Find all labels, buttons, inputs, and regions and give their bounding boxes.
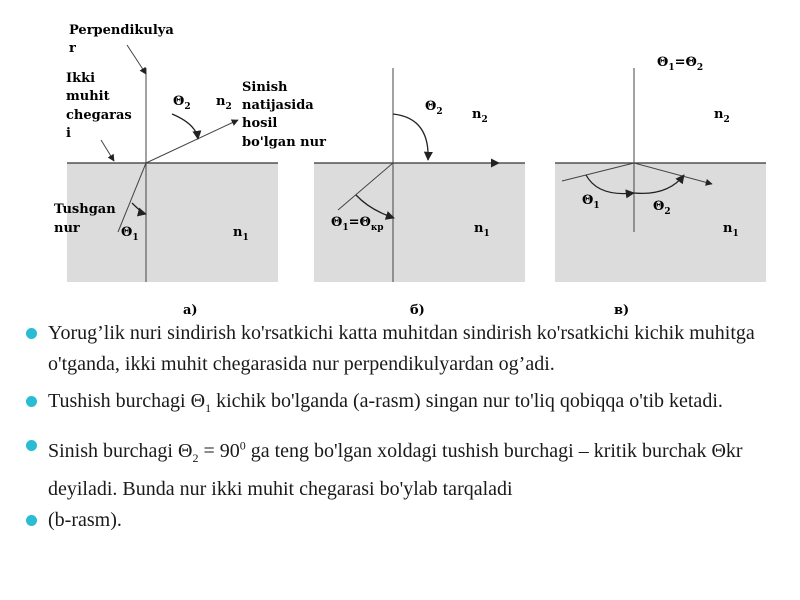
bullet-list [24,318,784,536]
boundary-pointer-a [101,140,114,161]
incident-label-line1: Tushgan [54,202,116,217]
n1-label-a: $n_1$ [233,225,249,243]
perpendicular-label-line2: r [69,41,76,56]
bullet-item-1 [24,318,784,380]
caption-b: б) [410,303,425,318]
bullet-dot-icon [26,328,37,339]
refracted-label-line3: hosil [242,116,278,131]
theta2-label-c: $\Theta_2$ [653,199,671,217]
bullet-item-2 [24,386,784,424]
perp-pointer-a [127,45,146,74]
boundary-label-line1: Ikki [66,71,96,86]
bullet-text-1: Yorug’lik nuri sindirish ko'rsatkichi katta muhitdan sindirish ko'rsatkichi kichik muhitga o'tganda, ikki muhit chegarasida nur perpendikulyardan og’adi. [48,322,755,375]
theta2-arc-b [393,114,428,160]
panel-a [54,23,326,318]
perpendicular-label-line1: Perpendikulya [69,23,174,38]
bullet-text-3: Sinish burchagi $\Theta_2 = 90^0$ ga teng bo'lgan xoldagi tushish burchagi – kritik burchak Θkr deyiladi. Bunda nur ikki muhit chegarasi bo'ylab tarqaladi [48,438,743,500]
bullet-item-3 [24,430,784,505]
critical-angle-label-b: $\Theta_1=\Theta_{кр}$ [331,215,384,233]
denser-medium-c [555,163,766,282]
bullet-dot-icon [26,515,37,526]
bullet-text-4: (b-rasm). [48,508,122,531]
n1-label-c: $n_1$ [723,221,739,239]
bullet-text-2: Tushish burchagi $\Theta_1$ kichik bo'lganda (a-rasm) singan nur to'liq qobiqqa o'tib ketadi. [48,390,723,415]
refracted-label-line2: natijasida [242,98,314,113]
n2-label-b: $n_2$ [472,107,488,125]
n2-label-a: $n_2$ [216,94,232,112]
theta1-label-c: $\Theta_1$ [582,193,600,211]
theta-equal-label-c: $\Theta_1=\Theta_2$ [657,55,704,73]
bullet-dot-icon [26,396,37,407]
theta2-label-a: $\Theta_2$ [173,94,191,112]
theta2-label-b: $\Theta_2$ [425,99,443,117]
boundary-label-line2: muhit [66,89,110,104]
bullet-item-4 [24,505,784,536]
boundary-label-line3: chegaras [66,108,132,123]
refracted-label-line4: bo'lgan nur [242,135,326,150]
caption-a: а) [183,303,198,318]
n2-label-c: $n_2$ [714,107,730,125]
denser-medium-a [67,163,278,282]
theta1-label-a: $\Theta_1$ [121,225,139,243]
panel-c [555,55,766,318]
bullet-dot-icon [26,440,37,451]
panel-b [314,68,525,318]
refracted-label-line1: Sinish [242,80,288,95]
boundary-label-line4: i [66,126,71,141]
caption-c: в) [614,303,630,318]
incident-label-line2: nur [54,221,80,236]
theta2-arc-a [172,114,198,139]
n1-label-b: $n_1$ [474,221,490,239]
